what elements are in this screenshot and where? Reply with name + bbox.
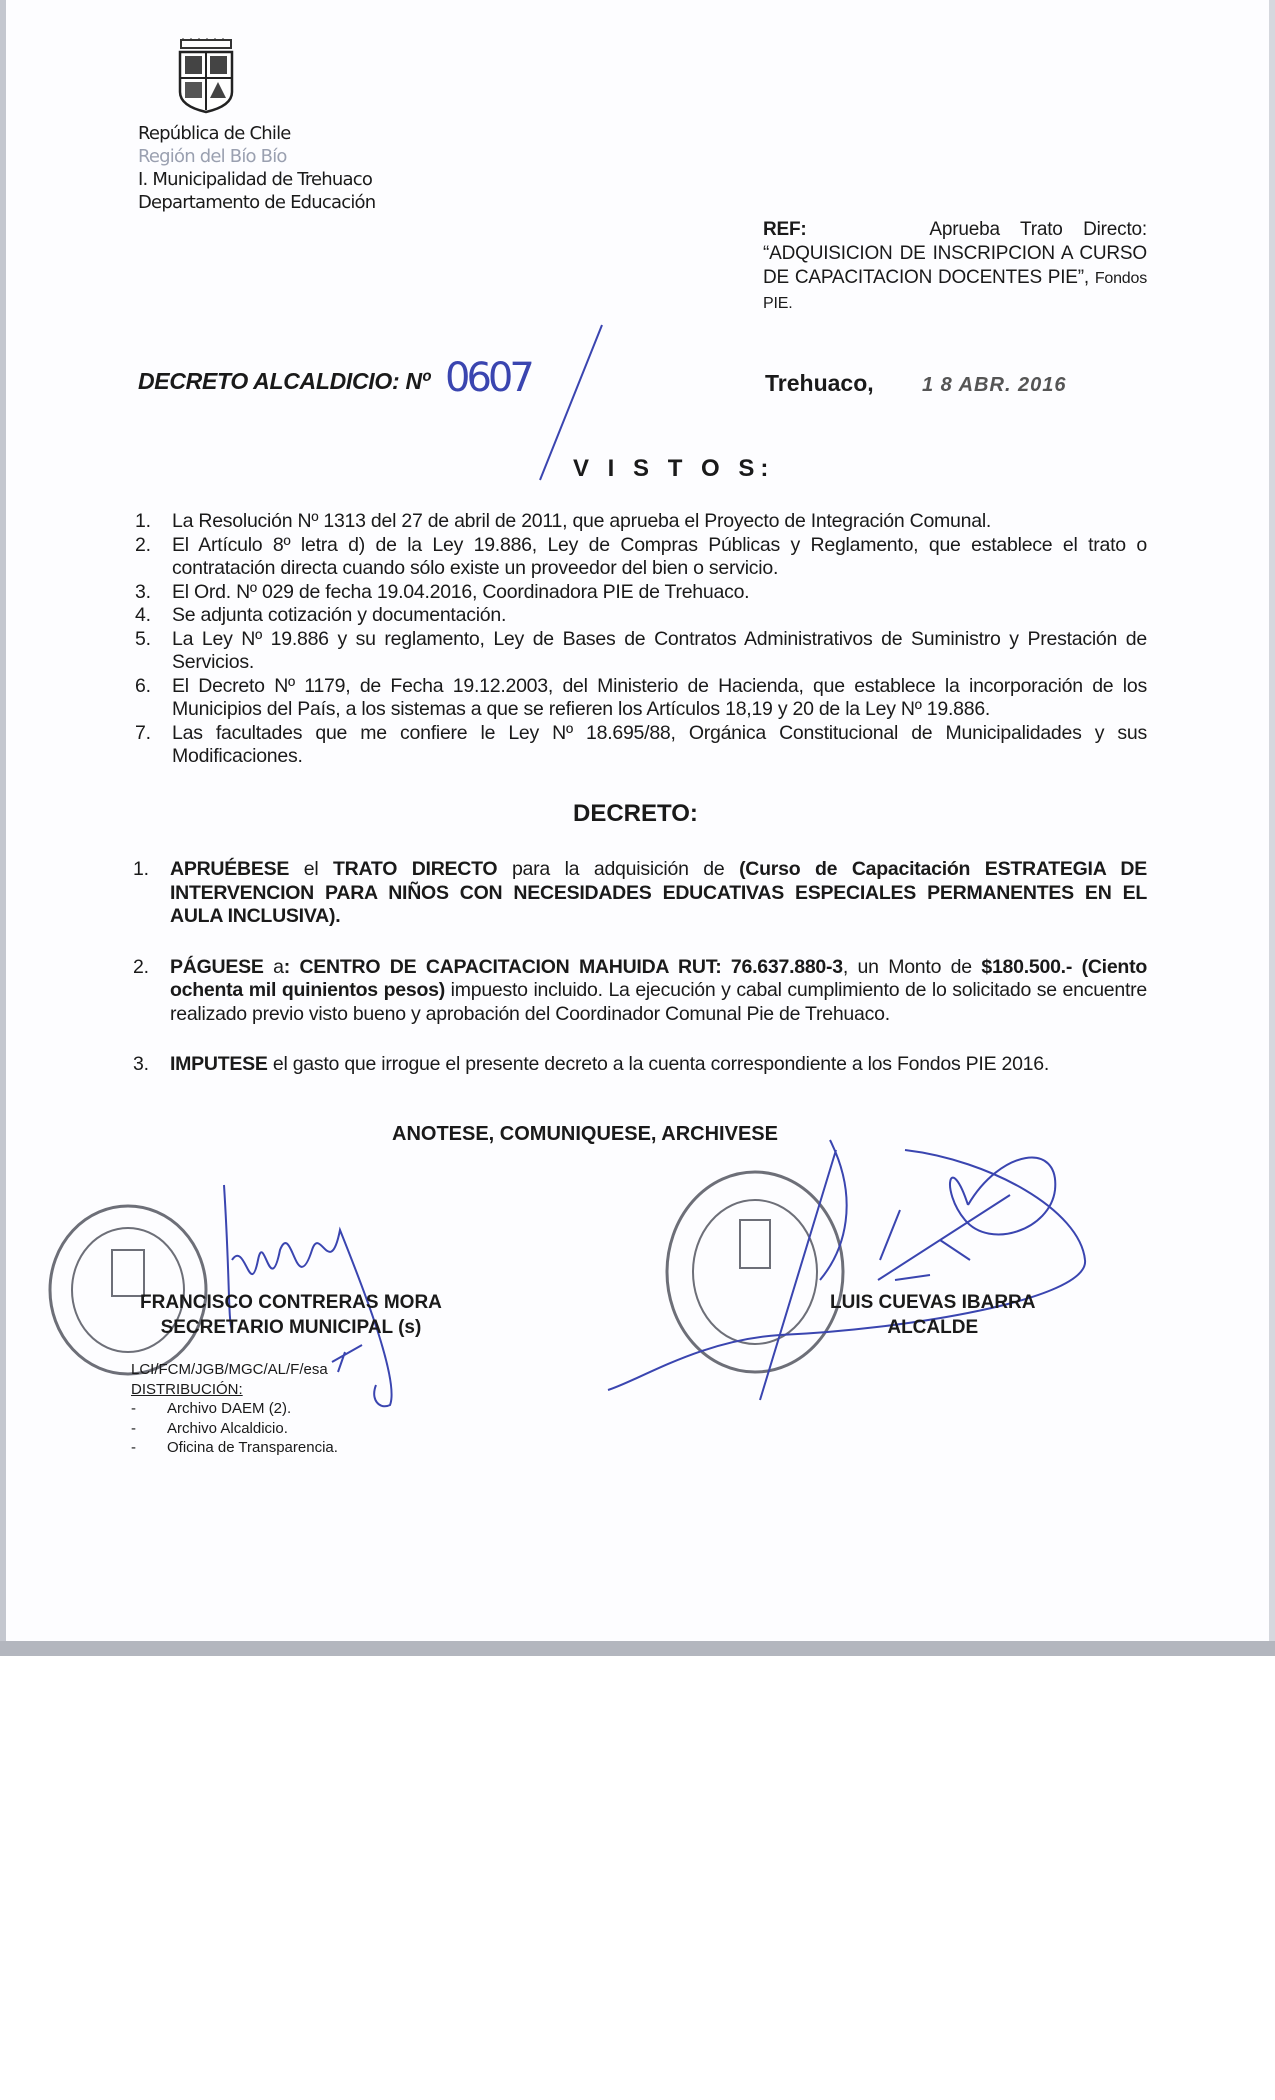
header-line: I. Municipalidad de Trehuaco <box>138 169 373 190</box>
item-text: El Artículo 8º letra d) de la Ley 19.886, Ley de Compras Públicas y Reglamento, que establece el trato o contratación directa cuando sólo existe un proveedor del bien o servicio. <box>172 533 1147 579</box>
item-text: para la adquisición de <box>497 858 740 880</box>
distribution-block <box>131 1360 338 1458</box>
item-text: Se adjunta cotización y documentación. <box>172 604 507 626</box>
item-text: Las facultades que me confiere le Ley Nº 18.695/88, Orgánica Constitucional de Municipalidades y sus Modificaciones. <box>172 721 1147 767</box>
distribution-item: Oficina de Transparencia. <box>167 1439 338 1456</box>
item-number: 6. <box>135 674 151 697</box>
header-line: República de Chile <box>138 123 291 144</box>
decree-number-handwritten: 0607 <box>445 355 531 401</box>
item-text: La Resolución Nº 1313 del 27 de abril de 2011, que aprueba el Proyecto de Integración Comunal. <box>172 510 992 532</box>
list-item <box>135 534 1147 581</box>
distribution-heading: DISTRIBUCIÓN: <box>131 1380 243 1398</box>
item-bold: APRUÉBESE <box>170 858 290 880</box>
list-item <box>133 956 1147 1027</box>
signature-block-secretary <box>140 1290 442 1340</box>
list-item <box>135 722 1147 769</box>
distribution-item: Archivo DAEM (2). <box>167 1400 292 1417</box>
item-number: 7. <box>135 721 151 744</box>
reference-block <box>763 218 1147 316</box>
item-text: el <box>289 858 333 880</box>
list-item: - Oficina de Transparencia. <box>131 1439 338 1456</box>
item-text: a <box>263 955 284 978</box>
decree-place: Trehuaco, <box>765 370 874 396</box>
item-number: 2. <box>133 955 149 978</box>
item-bold: (Curso de Capacitación ESTRATEGIA DE INTERVENCION PARA NIÑOS CON NECESIDADES EDUCATIVAS ESPECIALES PERMANENTES EN EL AULA INCLUSIVA). <box>170 858 1147 927</box>
list-item <box>135 581 1147 605</box>
list-item <box>135 628 1147 675</box>
header-line: Región del Bío Bío <box>138 146 287 167</box>
item-text: impuesto incluido. La ejecución y cabal cumplimiento de lo solicitado se encuentre realizado previo visto bueno y aprobación del Coordinador Comunal Pie de Trehuaco. <box>170 979 1147 1025</box>
list-item <box>135 675 1147 722</box>
item-text: La Ley Nº 19.886 y su reglamento, Ley de Bases de Contratos Administrativos de Suministro y Prestación de Servicios. <box>172 627 1147 673</box>
list-item <box>135 604 1147 628</box>
signer-role: ALCALDE <box>887 1317 979 1338</box>
list-item: - Archivo DAEM (2). <box>131 1400 292 1417</box>
item-text: el gasto que irrogue el presente decreto a la cuenta correspondiente a los Fondos PIE 2016. <box>267 1053 1050 1075</box>
item-text: El Ord. Nº 029 de fecha 19.04.2016, Coordinadora PIE de Trehuaco. <box>172 580 750 603</box>
item-bold: : CENTRO DE CAPACITACION MAHUIDA RUT: 76.637.880-3 <box>283 955 843 978</box>
coat-of-arms-logo <box>175 38 237 114</box>
decreto-list <box>133 858 1147 1104</box>
signature-block-mayor <box>830 1290 1036 1340</box>
item-bold: TRATO DIRECTO <box>333 858 498 880</box>
item-text: El Decreto Nº 1179, de Fecha 19.12.2003, del Ministerio de Hacienda, que establece la incorporación de los Municipios del País, a los sistemas a que se refieren los Artículos 18,19 y 20 de la Ley Nº 19.886. <box>172 674 1147 720</box>
item-bold: IMPUTESE <box>170 1053 268 1075</box>
item-text: , un Monto de <box>842 955 982 978</box>
item-number: 3. <box>135 580 151 603</box>
list-item <box>135 510 1147 534</box>
ref-funds: Fondos PIE. <box>763 270 1147 312</box>
list-item <box>133 858 1147 929</box>
distribution-item: Archivo Alcaldicio. <box>167 1419 288 1437</box>
item-number: 2. <box>135 533 151 556</box>
list-item <box>133 1053 1147 1077</box>
item-bold: $180.500.- (Ciento ochenta mil quinientos pesos) <box>170 955 1147 1001</box>
scan-edge <box>0 1641 1275 1656</box>
vistos-heading: V I S T O S: <box>573 455 775 482</box>
list-item: - Archivo Alcaldicio. <box>131 1419 288 1437</box>
closing-formula: ANOTESE, COMUNIQUESE, ARCHIVESE <box>392 1123 778 1145</box>
issuer-header <box>138 122 375 214</box>
header-line: Departamento de Educación <box>138 192 376 213</box>
ref-label: REF: <box>763 219 807 240</box>
vistos-list <box>135 510 1147 769</box>
ref-text: Aprueba Trato Directo: “ADQUISICION DE INSCRIPCION A CURSO DE CAPACITACION DOCENTES PIE”, <box>763 219 1147 288</box>
item-number: 4. <box>135 604 151 626</box>
decreto-heading: DECRETO: <box>573 800 698 827</box>
item-number: 1. <box>133 858 149 880</box>
item-number: 3. <box>133 1053 149 1075</box>
item-number: 5. <box>135 627 151 650</box>
date-stamp: 1 8 ABR. 2016 <box>922 374 1067 396</box>
decree-title: DECRETO ALCALDICIO: Nº <box>138 368 430 394</box>
initials: LCI/FCM/JGB/MGC/AL/F/esa <box>131 1361 328 1378</box>
signer-name: LUIS CUEVAS IBARRA <box>830 1292 1036 1313</box>
item-bold: PÁGUESE <box>170 955 264 978</box>
item-number: 1. <box>135 510 151 532</box>
signer-role: SECRETARIO MUNICIPAL (s) <box>160 1317 422 1338</box>
signer-name: FRANCISCO CONTRERAS MORA <box>140 1292 442 1313</box>
